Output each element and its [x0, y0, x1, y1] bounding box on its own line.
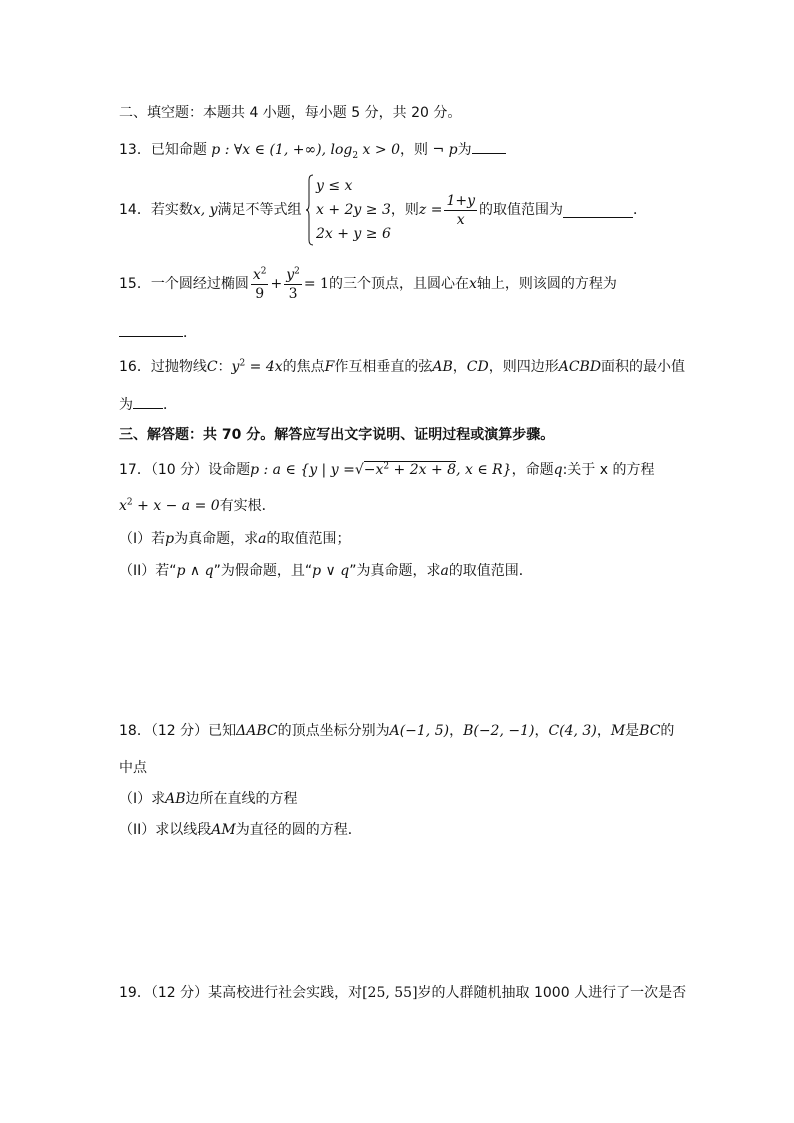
question-13: 13．已知命题 p : ∀x ∈ (1, +∞), $\log_2 x > 0$，则 ¬ p为: [119, 139, 506, 160]
fraction: $\frac{x^2}{9}$: [252, 265, 267, 302]
section-2-heading: 二、填空题：本题共 4 小题，每小题 5 分，共 20 分。: [119, 105, 462, 121]
left-brace-icon: [306, 174, 314, 246]
fraction: $\frac{1+y}{x}$: [446, 192, 475, 228]
answer-blank: [563, 203, 633, 218]
question-16-line2: 为 ．: [119, 394, 177, 415]
question-19: 19．（12 分）某高校进行社会实践，对[25, 55]岁的人群随机抽取 1000 人进行了一次是否: [119, 985, 687, 1001]
question-number: 16．: [119, 359, 151, 375]
question-17: 17．（10 分）设命题p : a ∈ {y | $y =√-x^2 + 2x + 8$, x ∈ R}，命题q:关于 x 的方程: [119, 461, 655, 478]
question-17-part-i: （I）若p为真命题，求a的取值范围；: [119, 531, 351, 547]
section-3-heading: 三、解答题：共 70 分。解答应写出文字说明、证明过程或演算步骤。: [119, 427, 555, 443]
question-number: 18．: [119, 723, 151, 739]
question-16: 16．过抛物线C：$y^2 = 4x$的焦点F作互相垂直的弦AB，CD，则四边形ACBD面积的最小值: [119, 358, 686, 375]
question-17-part-ii: （II）若“p ∧ q”为假命题，且“p ∨ q”为真命题，求a的取值范围．: [119, 563, 533, 579]
question-18-part-ii: （II）求以线段AM为直径的圆的方程．: [119, 822, 362, 838]
question-14: 14．若实数x, y满足不等式组 y ≤ x x + 2y ≥ 3 2x + y ≥ 6 ，则z = $\frac{1+y}{x}$ 的取值范围为 ．: [119, 172, 647, 248]
inequality-system: y ≤ x x + 2y ≥ 3 2x + y ≥ 6: [306, 174, 391, 246]
question-17-line2: $x^2 + x - a = 0$有实根．: [119, 497, 276, 514]
question-number: 17．: [119, 462, 151, 478]
question-15-answer-line: ．: [119, 322, 197, 343]
question-number: 15．: [119, 276, 151, 292]
answer-blank: [119, 322, 183, 337]
question-15: 15．一个圆经过椭圆 $\frac{x^2}{9}$ + $\frac{y^2}{3}$ = 1的三个顶点，且圆心在x轴上，则该圆的方程为: [119, 265, 617, 302]
answer-blank: [133, 394, 163, 409]
question-number: 13．: [119, 142, 151, 158]
answer-blank: [472, 139, 506, 154]
question-18-line2: 中点: [119, 760, 147, 776]
question-number: 19．: [119, 985, 151, 1001]
question-18-part-i: （I）求AB边所在直线的方程: [119, 791, 298, 807]
question-number: 14．: [119, 202, 151, 218]
question-18: 18．（12 分）已知ΔABC的顶点坐标分别为A(−1, 5)，B(−2, −1)，C(4, 3)，M是BC的: [119, 723, 675, 739]
fraction: $\frac{y^2}{3}$: [286, 265, 300, 302]
